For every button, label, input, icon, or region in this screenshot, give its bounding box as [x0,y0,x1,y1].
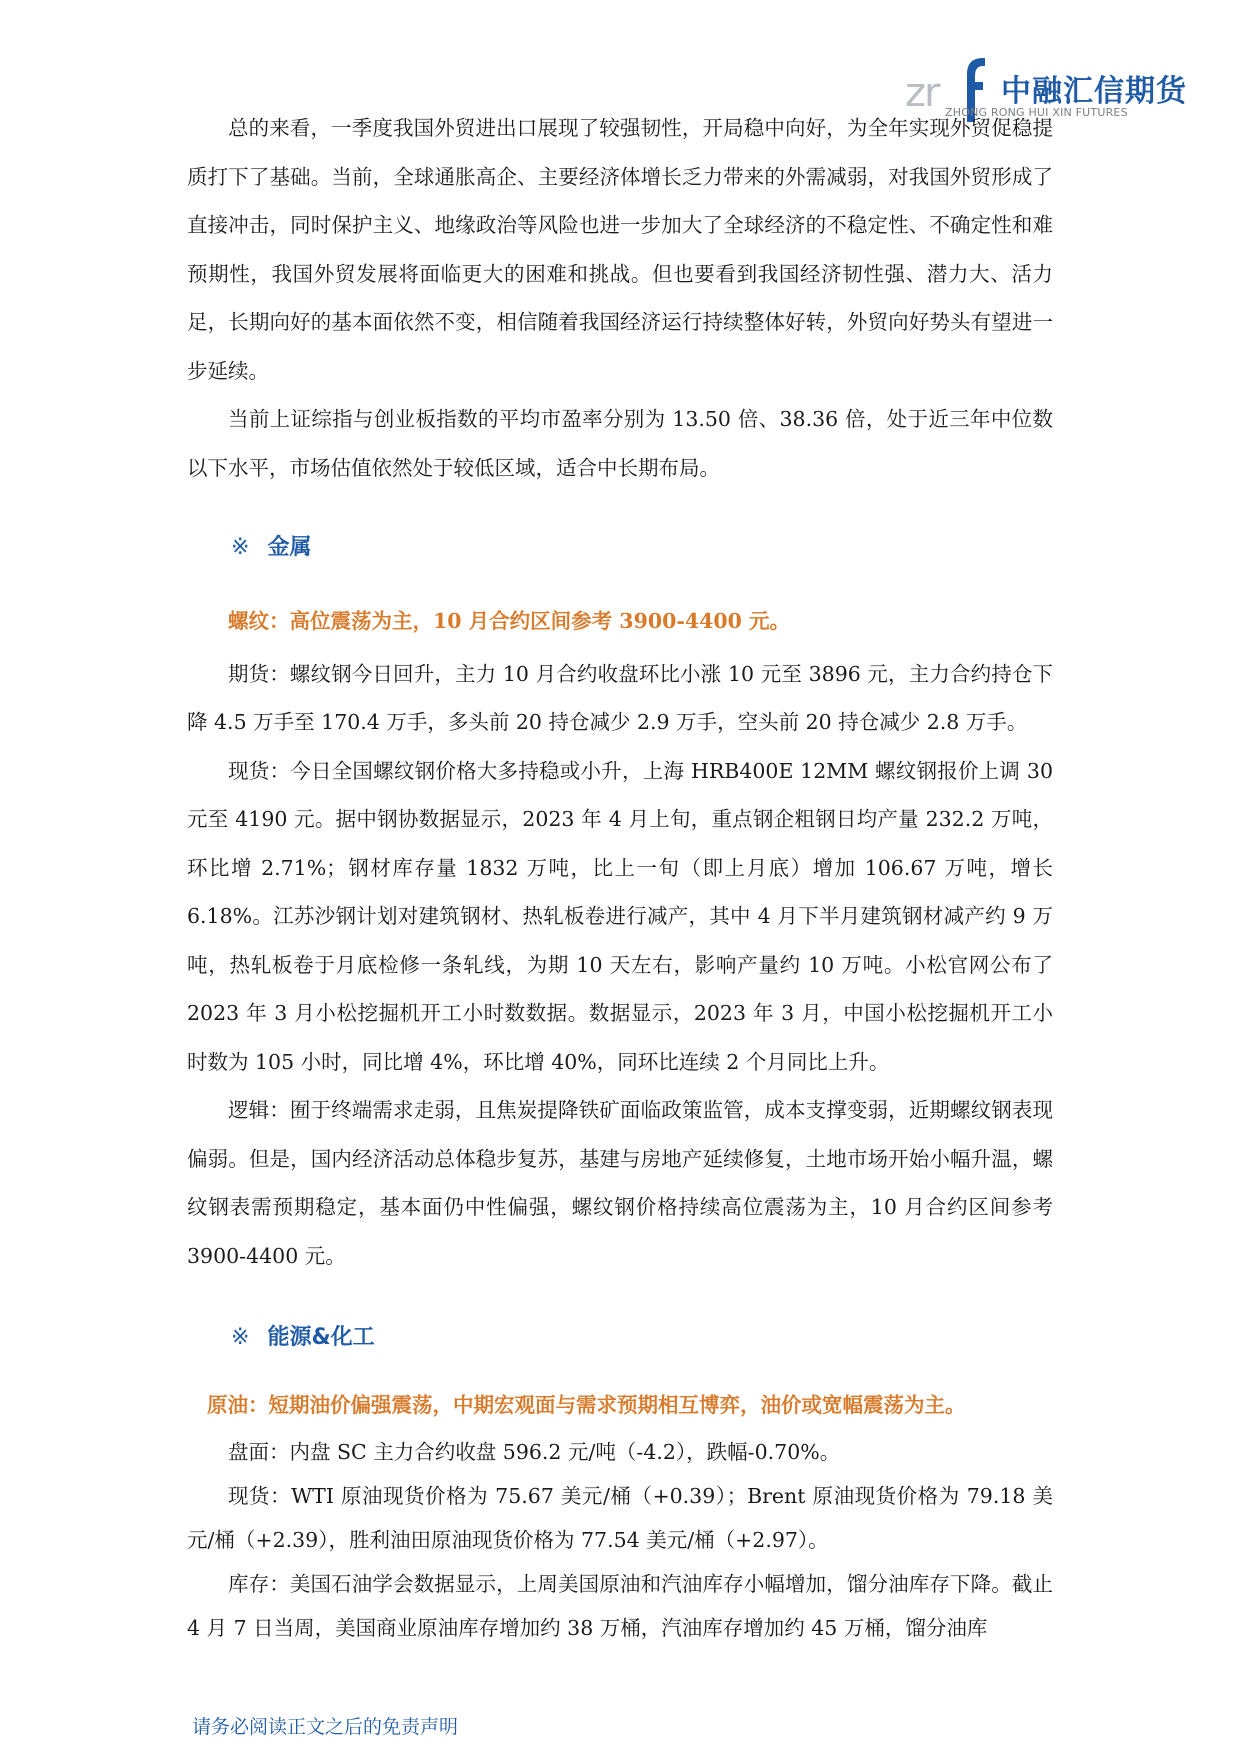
section-heading-energy [187,1320,1053,1351]
rebar-summary: 螺纹：高位震荡为主，10 月合约区间参考 3900-4400 元。 [228,609,791,633]
reference-mark-icon: ※ [231,535,250,560]
rebar-spot-paragraph: 现货：今日全国螺纹钢价格大多持稳或小升，上海 HRB400E 12MM 螺纹钢报价上调 30 元至 4190 元。据中钢协数据显示，2023 年 4 月上旬，重点钢企粗钢日均产量 232.2 万吨，环比增 2.71%；钢材库存量 1832 万吨，比上一旬（即上月底）增加 106.67 万吨，增长 6.18%。江苏沙钢计划对建筑钢材、热轧板卷进行减产，其中 4 月下半月建筑钢材减产约 9 万吨，热轧板卷于月底检修一条轧线，为期 10 天左右，影响产量约 10 万吨。小松官网公布了 2023 年 3 月小松挖掘机开工小时数数据。数据显示，2023 年 3 月，中国小松挖掘机开工小时数为 105 小时，同比增 4%，环比增 40%，同环比连续 2 个月同比上升。 [187,758,1053,1074]
logo-english-name: ZHONG RONG HUI XIN FUTURES [945,106,1128,119]
rebar-futures-paragraph: 期货：螺纹钢今日回升，主力 10 月合约收盘环比小涨 10 元至 3896 元，主力合约持仓下降 4.5 万手至 170.4 万手，多头前 20 持仓减少 2.9 万手，空头前 20 持仓减少 2.8 万手。 [187,661,1053,734]
report-body [187,104,1053,1650]
footer-disclaimer: 请务必阅读正文之后的免责声明 [192,1716,459,1738]
logo-mark-left: zr [905,70,939,116]
section-title-energy: 能源&化工 [267,1325,375,1350]
logo-chinese-name: 中融汇信期货 [1001,74,1187,109]
intro-paragraph-1: 总的来看，一季度我国外贸进出口展现了较强韧性，开局稳中向好，为全年实现外贸促稳提质打下了基础。当前，全球通胀高企、主要经济体增长乏力带来的外需减弱，对我国外贸形成了直接冲击，同时保护主义、地缘政治等风险也进一步加大了全球经济的不稳定性、不确定性和难预期性，我国外贸发展将面临更大的困难和挑战。但也要看到我国经济韧性强、潜力大、活力足，长期向好的基本面依然不变，相信随着我国经济运行持续整体好转，外贸向好势头有望进一步延续。 [187,116,1053,383]
crude-spot-paragraph: 现货：WTI 原油现货价格为 75.67 美元/桶（+0.39）；Brent 原油现货价格为 79.18 美元/桶（+2.39），胜利油田原油现货价格为 77.54 美元/桶（+2.97）。 [187,1483,1053,1552]
section-title-metals: 金属 [267,535,312,560]
crude-inventory-paragraph: 库存：美国石油学会数据显示，上周美国原油和汽油库存小幅增加，馏分油库存下降。截止 4 月 7 日当周，美国商业原油库存增加约 38 万桶，汽油库存增加约 45 万桶，馏分油库 [187,1571,1053,1640]
rebar-logic-paragraph: 逻辑：囿于终端需求走弱，且焦炭提降铁矿面临政策监管，成本支撑变弱，近期螺纹钢表现偏弱。但是，国内经济活动总体稳步复苏，基建与房地产延续修复，土地市场开始小幅升温，螺纹钢表需预期稳定，基本面仍中性偏强，螺纹钢价格持续高位震荡为主，10 月合约区间参考 3900-4400 元。 [187,1098,1053,1268]
intro-paragraph-2: 当前上证综指与创业板指数的平均市盈率分别为 13.50 倍、38.36 倍，处于近三年中位数以下水平，市场估值依然处于较低区域，适合中长期布局。 [187,407,1053,480]
reference-mark-icon: ※ [231,1325,250,1350]
crude-oil-summary: 原油：短期油价偏强震荡，中期宏观面与需求预期相互博弈，油价或宽幅震荡为主。 [207,1393,966,1417]
section-heading-metals [187,530,1053,561]
crude-market-paragraph: 盘面：内盘 SC 主力合约收盘 596.2 元/吨（-4.2），跌幅-0.70%。 [228,1439,841,1464]
